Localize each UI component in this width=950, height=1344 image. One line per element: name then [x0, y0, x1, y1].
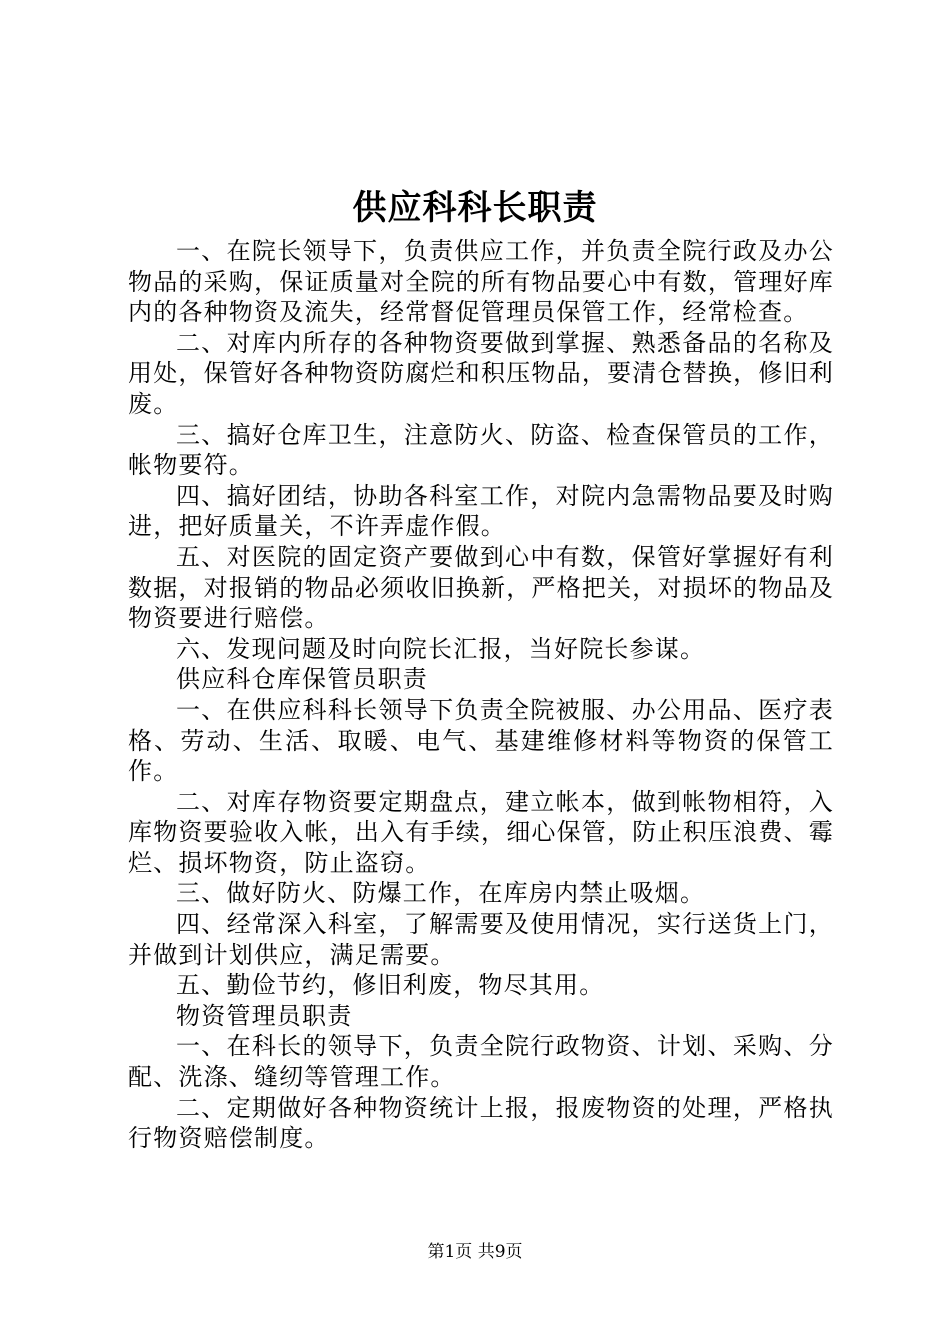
paragraph: 三、做好防火、防爆工作，在库房内禁止吸烟。: [176, 879, 706, 908]
paragraph: 一、在科长的领导下，负责全院行政物资、计划、采购、分配、洗涤、缝纫等管理工作。: [128, 1032, 834, 1092]
paragraph: 三、搞好仓库卫生，注意防火、防盗、检查保管员的工作，帐物要符。: [128, 420, 834, 480]
paragraph: 六、发现问题及时向院长汇报，当好院长参谋。: [176, 634, 706, 663]
document-body: [128, 236, 834, 1154]
page-number-footer: 第1页 共9页: [427, 1242, 523, 1262]
section-heading: 物资管理员职责: [176, 1001, 353, 1030]
paragraph: 五、对医院的固定资产要做到心中有数，保管好掌握好有利数据，对报销的物品必须收旧换新，严格把关，对损坏的物品及物资要进行赔偿。: [128, 542, 834, 633]
paragraph: 二、对库内所存的各种物资要做到掌握、熟悉备品的名称及用处，保管好各种物资防腐烂和积压物品，要清仓替换，修旧利废。: [128, 328, 834, 418]
paragraph: 二、定期做好各种物资统计上报，报废物资的处理，严格执行物资赔偿制度。: [128, 1093, 834, 1153]
paragraph: 一、在供应科科长领导下负责全院被服、办公用品、医疗表格、劳动、生活、取暖、电气、基建维修材料等物资的保管工作。: [128, 695, 834, 786]
paragraph: 四、搞好团结，协助各科室工作，对院内急需物品要及时购进，把好质量关，不许弄虚作假。: [128, 481, 834, 541]
paragraph: 四、经常深入科室，了解需要及使用情况，实行送货上门，并做到计划供应，满足需要。: [128, 910, 834, 969]
paragraph: 五、勤俭节约，修旧利废，物尽其用。: [176, 971, 605, 1000]
paragraph: 二、对库存物资要定期盘点，建立帐本，做到帐物相符，入库物资要验收入帐，出入有手续，细心保管，防止积压浪费、霉烂、损坏物资，防止盗窃。: [128, 787, 834, 877]
section-heading: 供应科仓库保管员职责: [176, 665, 428, 694]
paragraph: 一、在院长领导下，负责供应工作，并负责全院行政及办公物品的采购，保证质量对全院的所有物品要心中有数，管理好库内的各种物资及流失，经常督促管理员保管工作，经常检查。: [128, 237, 834, 327]
document-title: 供应科科长职责: [352, 188, 598, 228]
